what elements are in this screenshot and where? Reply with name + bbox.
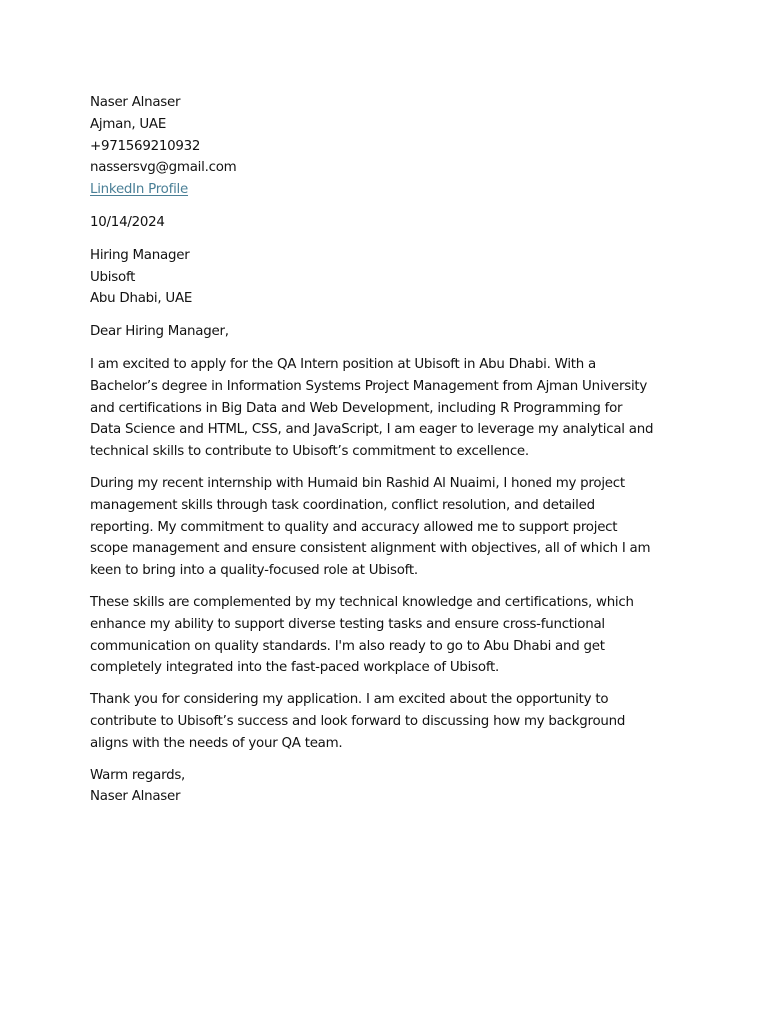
salutation-block [90,321,690,343]
recipient-block [90,245,690,310]
paragraph-line: aligns with the needs of your QA team. [90,735,343,751]
paragraph-line: Bachelor’s degree in Information Systems Project Management from Ajman University [90,378,648,394]
paragraph-line: scope management and ensure consistent alignment with objectives, all of which I am [90,541,651,557]
cover-letter [90,92,690,819]
paragraph-line: Thank you for considering my application. I am excited about the opportunity to [90,692,609,708]
closing: Warm regards, [90,767,186,783]
recipient-location: Abu Dhabi, UAE [90,291,193,307]
signature-name: Naser Alnaser [90,789,181,805]
body-paragraph-2 [90,473,690,582]
paragraph-line: technical skills to contribute to Ubisoft’s commitment to excellence. [90,444,529,460]
paragraph-line: reporting. My commitment to quality and accuracy allowed me to support project [90,519,618,535]
paragraph-line: Data Science and HTML, CSS, and JavaScript, I am eager to leverage my analytical and [90,422,654,438]
recipient-title: Hiring Manager [90,247,190,263]
date-block [90,212,690,234]
letter-date: 10/14/2024 [90,214,165,230]
paragraph-line: enhance my ability to support diverse testing tasks and ensure cross-functional [90,616,605,632]
sender-location: Ajman, UAE [90,116,167,132]
linkedin-profile-link[interactable]: LinkedIn Profile [90,182,189,198]
sender-block [90,92,690,201]
salutation: Dear Hiring Manager, [90,324,229,340]
sender-phone: +971569210932 [90,138,201,154]
paragraph-line: These skills are complemented by my technical knowledge and certifications, which [90,594,634,610]
recipient-company: Ubisoft [90,269,136,285]
paragraph-line: communication on quality standards. I'm also ready to go to Abu Dhabi and get [90,638,605,654]
body-paragraph-3 [90,592,690,679]
paragraph-line: I am excited to apply for the QA Intern position at Ubisoft in Abu Dhabi. With a [90,356,596,372]
paragraph-line: contribute to Ubisoft’s success and look forward to discussing how my background [90,713,626,729]
paragraph-line: keen to bring into a quality-focused role at Ubisoft. [90,563,418,579]
closing-block [90,765,690,809]
paragraph-line: completely integrated into the fast-paced workplace of Ubisoft. [90,660,500,676]
body-paragraph-4 [90,689,690,754]
paragraph-line: During my recent internship with Humaid bin Rashid Al Nuaimi, I honed my project [90,475,625,491]
paragraph-line: management skills through task coordination, conflict resolution, and detailed [90,497,595,513]
sender-name: Naser Alnaser [90,95,181,110]
sender-email: nassersvg@gmail.com [90,160,237,176]
body-paragraph-1 [90,354,690,463]
paragraph-line: and certifications in Big Data and Web Development, including R Programming for [90,400,623,416]
